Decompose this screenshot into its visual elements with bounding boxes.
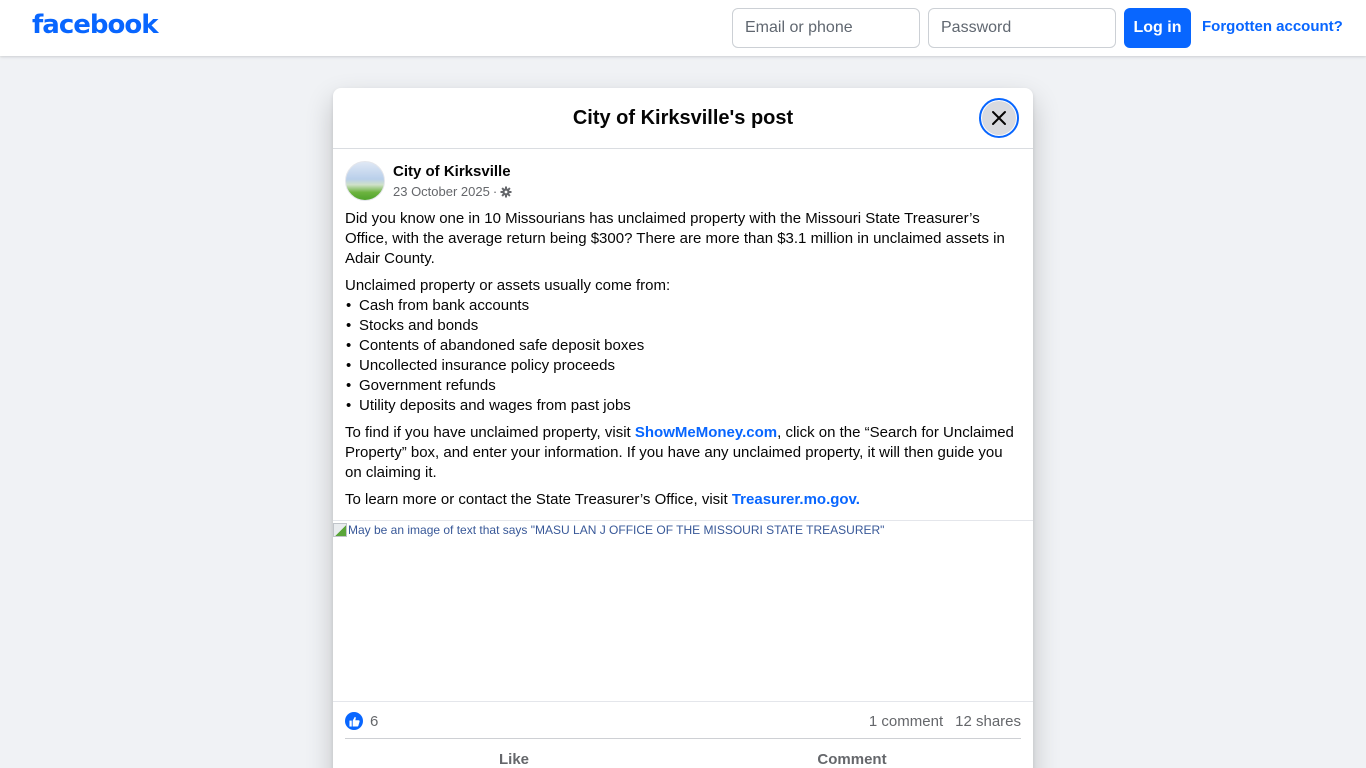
post-meta (393, 184, 512, 199)
post-stats (345, 702, 1021, 739)
dialog-title: City of Kirksville's post (572, 106, 794, 129)
reaction-count[interactable]: 6 (370, 713, 379, 730)
alt-text: May be an image of text that says "MASU LAN J OFFICE OF THE MISSOURI STATE TREASURER" (348, 523, 885, 537)
post-dialog (333, 88, 1033, 768)
thumbs-up-icon (349, 716, 360, 727)
list-item: • Government refunds (345, 376, 1021, 396)
top-bar (0, 0, 1366, 56)
post-header (333, 149, 1033, 205)
text: , click on the “Search for Unclaimed Property” box, and enter your information. If you have any unclaimed property, it will then guide you on claiming it. (345, 424, 1014, 481)
list-item: • Uncollected insurance policy proceeds (345, 356, 1021, 376)
email-field[interactable] (732, 8, 920, 48)
list-intro: Unclaimed property or assets usually come from: (345, 277, 671, 294)
share-count[interactable]: 12 shares (955, 713, 1021, 730)
close-icon (991, 110, 1007, 126)
engagement-counts (869, 713, 1021, 730)
dialog-header (333, 88, 1033, 149)
post-paragraph (345, 423, 1021, 483)
list-item: • Cash from bank accounts (345, 296, 1021, 316)
avatar[interactable] (345, 161, 385, 201)
list-item: • Contents of abandoned safe deposit boxes (345, 336, 1021, 356)
facebook-logo[interactable]: facebook (32, 10, 158, 40)
text: To learn more or contact the State Treasurer’s Office, visit (345, 491, 732, 508)
password-field[interactable] (928, 8, 1116, 48)
comment-count[interactable]: 1 comment (868, 713, 944, 730)
treasurer-link[interactable]: Treasurer.mo.gov. (731, 491, 860, 508)
like-button[interactable]: Like (345, 740, 683, 768)
list-item: • Utility deposits and wages from past jobs (345, 396, 1021, 416)
close-button[interactable] (979, 98, 1019, 138)
login-button[interactable]: Log in (1124, 8, 1191, 48)
showmemoney-link[interactable]: ShowMeMoney.com (634, 424, 778, 441)
comment-button[interactable]: Comment (683, 740, 1021, 768)
author-name[interactable]: City of Kirksville (393, 163, 511, 180)
broken-image-icon (333, 523, 347, 537)
post-list-block (345, 276, 1021, 416)
meta-separator: · (492, 184, 498, 199)
bullet-list (345, 296, 1021, 416)
post-body (333, 205, 1033, 510)
post-date[interactable]: 23 October 2025 (393, 184, 490, 199)
image-alt-text (333, 523, 884, 537)
gear-icon (500, 186, 512, 198)
post-image[interactable] (333, 520, 1033, 702)
post-paragraph (345, 490, 1021, 510)
post-paragraph: Did you know one in 10 Missourians has unclaimed property with the Missouri State Treasurer’s Office, with the average return being $300? There are more than $3.1 million in unclaimed assets in Adair County. (345, 210, 1005, 267)
text: To find if you have unclaimed property, visit (345, 424, 635, 441)
forgotten-account-link[interactable]: Forgotten account? (1202, 18, 1343, 35)
post-actions (345, 740, 1021, 768)
list-item: • Stocks and bonds (345, 316, 1021, 336)
like-icon[interactable] (345, 712, 363, 730)
